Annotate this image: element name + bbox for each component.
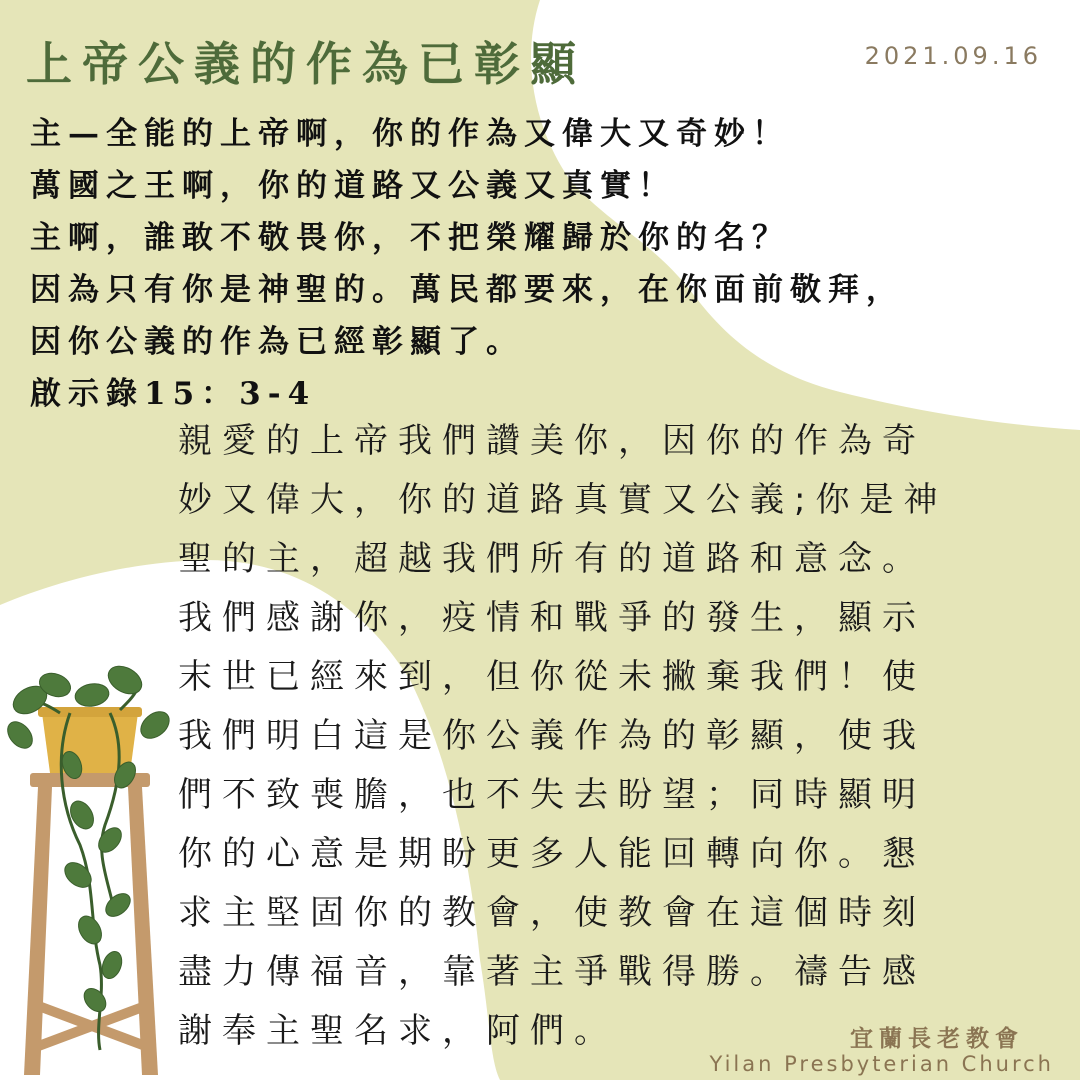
prayer-line: 們不致喪膽，也不失去盼望；同時顯明 <box>178 775 926 815</box>
scripture-block <box>30 108 904 420</box>
prayer-line: 親愛的上帝我們讚美你，因你的作為奇 <box>178 421 926 461</box>
scripture-line: 主啊，誰敢不敬畏你，不把榮耀歸於你的名？ <box>30 220 790 256</box>
scripture-line: 因為只有你是神聖的。萬民都要來，在你面前敬拜， <box>30 272 904 308</box>
prayer-line: 謝奉主聖名求，阿們。 <box>178 1011 618 1051</box>
church-name-english: Yilan Presbyterian Church <box>709 1052 1054 1076</box>
prayer-line: 我們感謝你，疫情和戰爭的發生，顯示 <box>178 598 926 638</box>
page-title: 上帝公義的作為已彰顯 <box>26 37 586 91</box>
prayer-line: 我們明白這是你公義作為的彰顯，使我 <box>178 716 926 756</box>
prayer-line: 求主堅固你的教會，使教會在這個時刻 <box>178 893 926 933</box>
scripture-line: 主—全能的上帝啊，你的作為又偉大又奇妙！ <box>30 116 790 152</box>
prayer-line: 末世已經來到，但你從未撇棄我們！使 <box>178 657 926 697</box>
scripture-reference: 啟示錄15：3-4 <box>30 376 317 412</box>
prayer-line: 聖的主，超越我們所有的道路和意念。 <box>178 539 926 579</box>
date-label: 2021.09.16 <box>864 42 1042 70</box>
prayer-line: 你的心意是期盼更多人能回轉向你。懇 <box>178 834 926 874</box>
prayer-text <box>178 412 1063 1061</box>
potted-plant-illustration <box>0 655 200 1080</box>
prayer-line: 妙又偉大，你的道路真實又公義;你是神 <box>178 480 948 520</box>
prayer-line: 盡力傳福音，靠著主爭戰得勝。禱告感 <box>178 952 926 992</box>
scripture-line: 因你公義的作為已經彰顯了。 <box>30 324 524 360</box>
scripture-line: 萬國之王啊，你的道路又公義又真實！ <box>30 168 676 204</box>
church-name-chinese: 宜蘭長老教會 <box>850 1025 1024 1052</box>
